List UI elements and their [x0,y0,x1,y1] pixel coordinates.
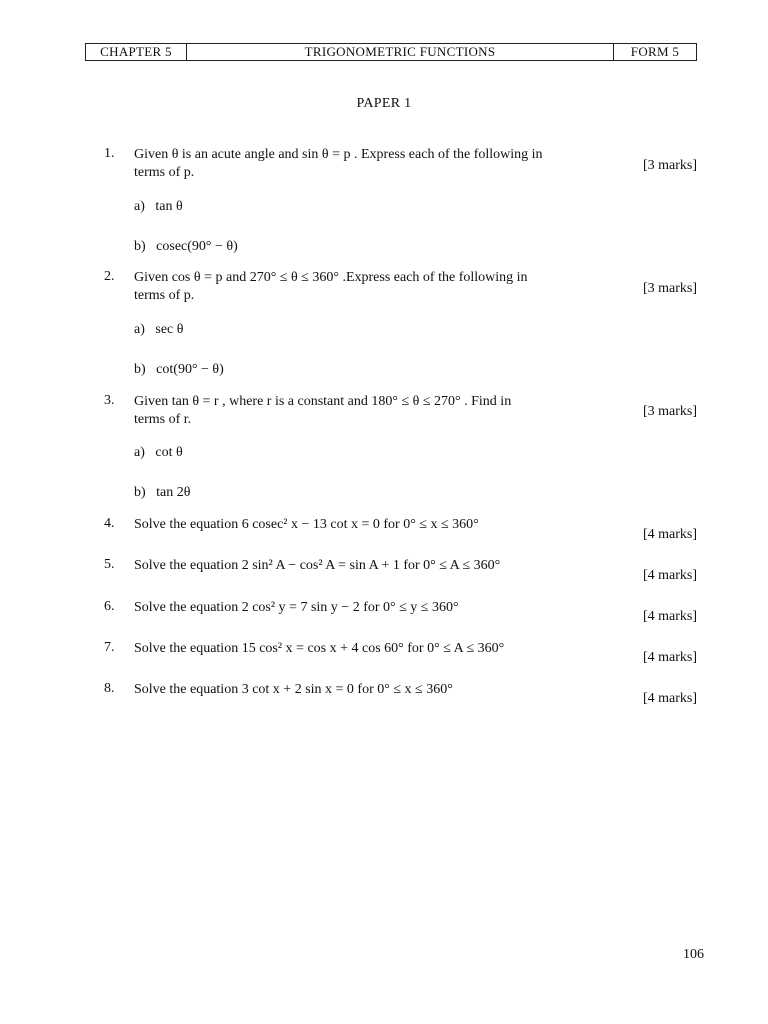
question-text: Solve the equation 2 sin² A − cos² A = sin A + 1 for 0° ≤ A ≤ 360° [134,558,501,573]
question-number: 3. [104,393,115,408]
question-text-line: Given tan θ = r , where r is a constant and 180° ≤ θ ≤ 270° . Find in [134,394,512,409]
sub-question-label: b) [134,362,146,377]
question-text-line: terms of p. [134,288,195,303]
question-text-line: Given cos θ = p and 270° ≤ θ ≤ 360° .Express each of the following in [134,270,528,285]
sub-question-label: b) [134,239,146,254]
question-text: Solve the equation 6 cosec² x − 13 cot x = 0 for 0° ≤ x ≤ 360° [134,517,479,532]
marks-label: [4 marks] [642,568,697,583]
question-number: 1. [104,146,115,161]
question-number: 5. [104,557,115,572]
question-number: 2. [104,269,115,284]
sub-question-label: a) [134,199,145,214]
page-number: 106 [683,947,704,962]
sub-question-expression: cosec(90° − θ) [156,239,238,254]
marks-label: [3 marks] [642,404,697,419]
question-number: 7. [104,640,115,655]
sub-question [134,199,183,215]
marks-label: [4 marks] [642,650,697,665]
marks-label: [4 marks] [642,691,697,706]
sub-question [134,362,224,378]
question-text-line: terms of p. [134,165,195,180]
question-number: 8. [104,681,115,696]
sub-question-label: b) [134,485,146,500]
header-chapter: CHAPTER 5 [86,44,187,60]
marks-label: [3 marks] [642,281,697,296]
sub-question [134,239,238,255]
paper-title: PAPER 1 [356,96,412,111]
question-text: Solve the equation 3 cot x + 2 sin x = 0 for 0° ≤ x ≤ 360° [134,682,453,697]
sub-question-expression: tan 2θ [156,485,191,500]
question-text [134,393,604,429]
marks-label: [4 marks] [642,527,697,542]
question-text-line: terms of r. [134,412,192,427]
sub-question-expression: cot θ [155,445,183,460]
document-header [85,43,697,61]
sub-question-label: a) [134,445,145,460]
header-form: FORM 5 [630,44,680,59]
sub-question-label: a) [134,322,145,337]
question-number: 4. [104,516,115,531]
sub-question-expression: cot(90° − θ) [156,362,224,377]
sub-question-expression: sec θ [155,322,184,337]
marks-label: [3 marks] [642,158,697,173]
header-title: TRIGONOMETRIC FUNCTIONS [187,44,614,60]
sub-question [134,485,190,501]
sub-question [134,445,183,461]
question-text [134,146,604,182]
question-text [134,269,604,305]
question-text: Solve the equation 15 cos² x = cos x + 4 cos 60° for 0° ≤ A ≤ 360° [134,641,505,656]
marks-label: [4 marks] [642,609,697,624]
question-text-line: Given θ is an acute angle and sin θ = p . Express each of the following in [134,147,543,162]
sub-question-expression: tan θ [155,199,183,214]
question-text: Solve the equation 2 cos² y = 7 sin y − 2 for 0° ≤ y ≤ 360° [134,600,459,615]
question-number: 6. [104,599,115,614]
sub-question [134,322,183,338]
